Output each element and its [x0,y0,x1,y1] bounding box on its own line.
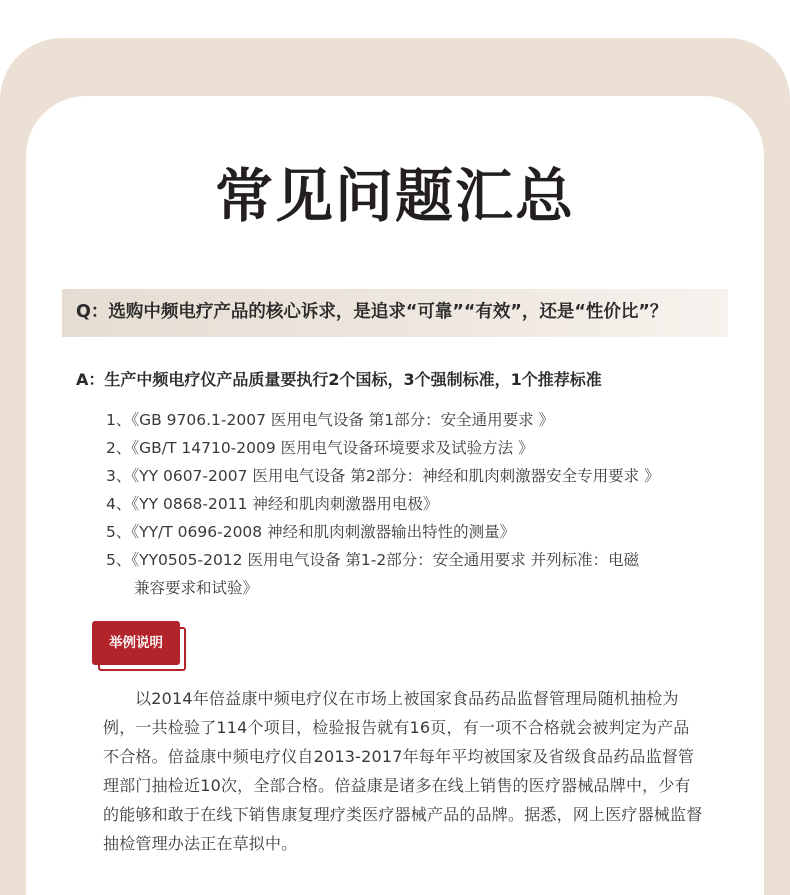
standard-text: 5、《YY0505-2012 医用电气设备 第1-2部分：安全通用要求 并列标准：电磁 [106,551,640,569]
page-title: 常见问题汇总 [214,162,575,230]
standard-text: 2、《GB/T 14710-2009 医用电气设备环境要求及试验方法 》 [106,439,534,457]
standard-text: 3、《YY 0607-2007 医用电气设备 第2部分：神经和肌肉刺激器安全专用要求 》 [106,467,660,485]
standard-text: 5、《YY/T 0696-2008 神经和肌肉刺激器输出特性的测量》 [106,523,516,541]
example-paragraph: 以2014年倍益康中频电疗仪在市场上被国家食品药品监督管理局随机抽检为例，一共检验了114个项目，检验报告就有16页，有一项不合格就会被判定为产品不合格。倍益康中频电疗仪自2013-2017年每年平均被国家及省级食品药品监督管理部门抽检近10次，全部合格。倍益康是诸多在线上销售的医疗器械品牌中，少有的能够和敢于在线下销售康复理疗类医疗器械产品的品牌。据悉，网上医疗器械监督抽检管理办法正在草拟中。 [103,689,703,853]
standard-text-continued: 兼容要求和试验》 [134,579,259,597]
standard-item [106,546,726,602]
answer-text: A：生产中频电疗仪产品质量要执行2个国标，3个强制标准，1个推荐标准 [76,370,602,389]
standard-item [106,406,726,434]
standard-item [106,490,726,518]
standard-item [106,518,726,546]
standard-text: 4、《YY 0868-2011 神经和肌肉刺激器用电极》 [106,495,439,513]
example-badge: 举例说明 [92,621,180,665]
standard-item [106,434,726,462]
question-text: Q：选购中频电疗产品的核心诉求，是追求“可靠”“有效”，还是“性价比”？ [76,302,668,322]
standard-item [106,462,726,490]
standard-text: 1、《GB 9706.1-2007 医用电气设备 第1部分：安全通用要求 》 [106,411,555,429]
standards-list [106,406,726,602]
